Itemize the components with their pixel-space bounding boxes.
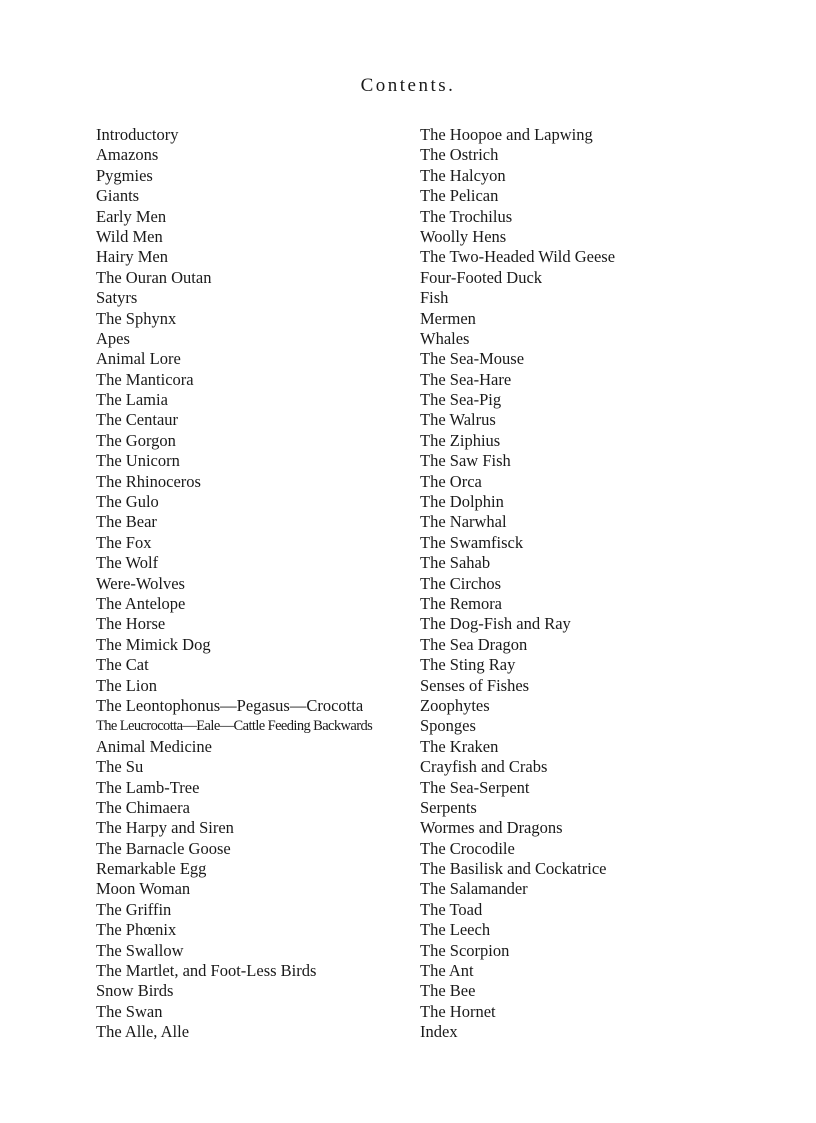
toc-entry[interactable]: Index [420,1022,458,1042]
toc-entry[interactable]: The Sahab [420,553,491,573]
toc-entry[interactable]: Sponges [420,716,476,736]
toc-entry[interactable]: The Lion [96,675,157,695]
toc-entry[interactable]: Four-Footed Duck [420,267,543,287]
toc-entry[interactable]: Moon Woman [96,879,191,899]
toc-entry[interactable]: The Unicorn [96,451,180,471]
toc-entry[interactable]: The Sea-Hare [420,369,512,389]
toc-entry[interactable]: Crayfish and Crabs [420,757,548,777]
toc-entry[interactable]: The Horse [96,614,166,634]
toc-entry[interactable]: The Bear [96,512,157,532]
toc-entry[interactable]: The Scorpion [420,940,510,960]
toc-entry[interactable]: The Basilisk and Cockatrice [420,859,607,879]
toc-entry[interactable]: Animal Medicine [96,736,212,756]
toc-entry[interactable]: The Martlet, and Foot-Less Birds [96,961,317,981]
toc-entry[interactable]: The Rhinoceros [96,471,201,491]
toc-entry[interactable]: The Salamander [420,879,528,899]
toc-entry[interactable]: The Centaur [96,410,179,430]
toc-entry[interactable]: The Remora [420,593,503,613]
toc-entry[interactable]: Mermen [420,308,476,328]
toc-entry[interactable]: The Mimick Dog [96,634,211,654]
toc-entry[interactable]: The Manticora [96,369,194,389]
toc-entry[interactable]: The Gulo [96,492,159,512]
toc-entry[interactable]: Whales [420,328,470,348]
toc-entry[interactable]: Satyrs [96,288,138,308]
toc-entry[interactable]: Animal Lore [96,349,181,369]
toc-entry[interactable]: The Swan [96,1001,163,1021]
toc-entry[interactable]: The Griffin [96,899,172,919]
toc-entry[interactable]: Senses of Fishes [420,675,530,695]
toc-right-column [420,125,750,1043]
toc-entry[interactable]: The Sea-Pig [420,390,502,410]
toc-entry[interactable]: Fish [420,288,449,308]
toc-entry[interactable]: The Dog-Fish and Ray [420,614,571,634]
toc-entry[interactable]: The Harpy and Siren [96,818,234,838]
toc-entry[interactable]: The Sea-Serpent [420,777,530,797]
toc-entry[interactable]: The Gorgon [96,430,176,450]
toc-entry[interactable]: Zoophytes [420,695,490,715]
toc-entry[interactable]: The Dolphin [420,492,504,512]
toc-entry[interactable]: Hairy Men [96,247,168,267]
toc-entry[interactable]: The Lamb-Tree [96,777,200,797]
toc-entry[interactable]: Amazons [96,145,159,165]
toc-entry[interactable]: Woolly Hens [420,226,507,246]
toc-entry[interactable]: The Cat [96,655,149,675]
toc-entry[interactable]: The Halcyon [420,165,506,185]
toc-entry[interactable]: The Hornet [420,1001,496,1021]
toc-entry[interactable]: The Leech [420,920,491,940]
toc-entry[interactable]: Wormes and Dragons [420,818,563,838]
toc-entry[interactable]: Wild Men [96,226,163,246]
toc-entry[interactable]: The Two-Headed Wild Geese [420,247,616,267]
toc-entry[interactable]: The Circhos [420,573,502,593]
toc-entry[interactable]: Remarkable Egg [96,859,207,879]
toc-entry[interactable]: The Ostrich [420,145,499,165]
toc-entry[interactable]: The Barnacle Goose [96,838,231,858]
toc-entry[interactable]: The Ouran Outan [96,267,212,287]
toc-entry[interactable]: The Phœnix [96,920,177,940]
toc-entry[interactable]: Were-Wolves [96,573,185,593]
toc-entry[interactable]: The Swamfisck [420,532,524,552]
page-title: Contents. [360,75,456,96]
toc-entry[interactable]: The Sea Dragon [420,634,528,654]
toc-entry[interactable]: The Trochilus [420,206,513,226]
toc-entry[interactable]: The Narwhal [420,512,507,532]
toc-entry[interactable]: The Walrus [420,410,496,430]
toc-left-column [96,125,406,1043]
toc-entry[interactable]: The Ziphius [420,430,501,450]
toc-entry[interactable]: Snow Birds [96,981,174,1001]
toc-entry[interactable]: The Su [96,757,144,777]
toc-entry[interactable]: The Sphynx [96,308,177,328]
toc-entry[interactable]: The Crocodile [420,838,515,858]
toc-entry[interactable]: Apes [96,328,130,348]
toc-entry[interactable]: The Leontophonus—Pegasus—Crocotta [96,695,364,715]
toc-entry[interactable]: The Toad [420,899,483,919]
toc-entry[interactable]: The Sting Ray [420,655,516,675]
toc-entry[interactable]: Early Men [96,206,167,226]
toc-entry[interactable]: The Saw Fish [420,451,511,471]
toc-entry[interactable]: The Lamia [96,390,168,410]
toc-entry[interactable]: The Fox [96,532,152,552]
toc-entry[interactable]: The Alle, Alle [96,1022,190,1042]
toc-entry[interactable]: The Hoopoe and Lapwing [420,125,593,144]
toc-entry[interactable]: The Kraken [420,736,499,756]
toc-entry[interactable]: The Chimaera [96,797,190,817]
toc-entry[interactable]: Giants [96,186,140,206]
toc-entry[interactable]: The Swallow [96,940,184,960]
toc-entry[interactable]: Serpents [420,797,477,817]
toc-entry[interactable]: The Orca [420,471,482,491]
toc-entry[interactable]: The Ant [420,961,474,981]
toc-entry[interactable]: The Leucrocotta—Eale—Cattle Feeding Backwards [96,718,373,735]
toc-entry[interactable]: The Bee [420,981,476,1001]
toc-entry[interactable]: The Antelope [96,593,186,613]
toc-entry[interactable]: Introductory [96,125,179,144]
toc-entry[interactable]: Pygmies [96,165,153,185]
toc-entry[interactable]: The Pelican [420,186,499,206]
toc-entry[interactable]: The Sea-Mouse [420,349,525,369]
toc-entry[interactable]: The Wolf [96,553,159,573]
